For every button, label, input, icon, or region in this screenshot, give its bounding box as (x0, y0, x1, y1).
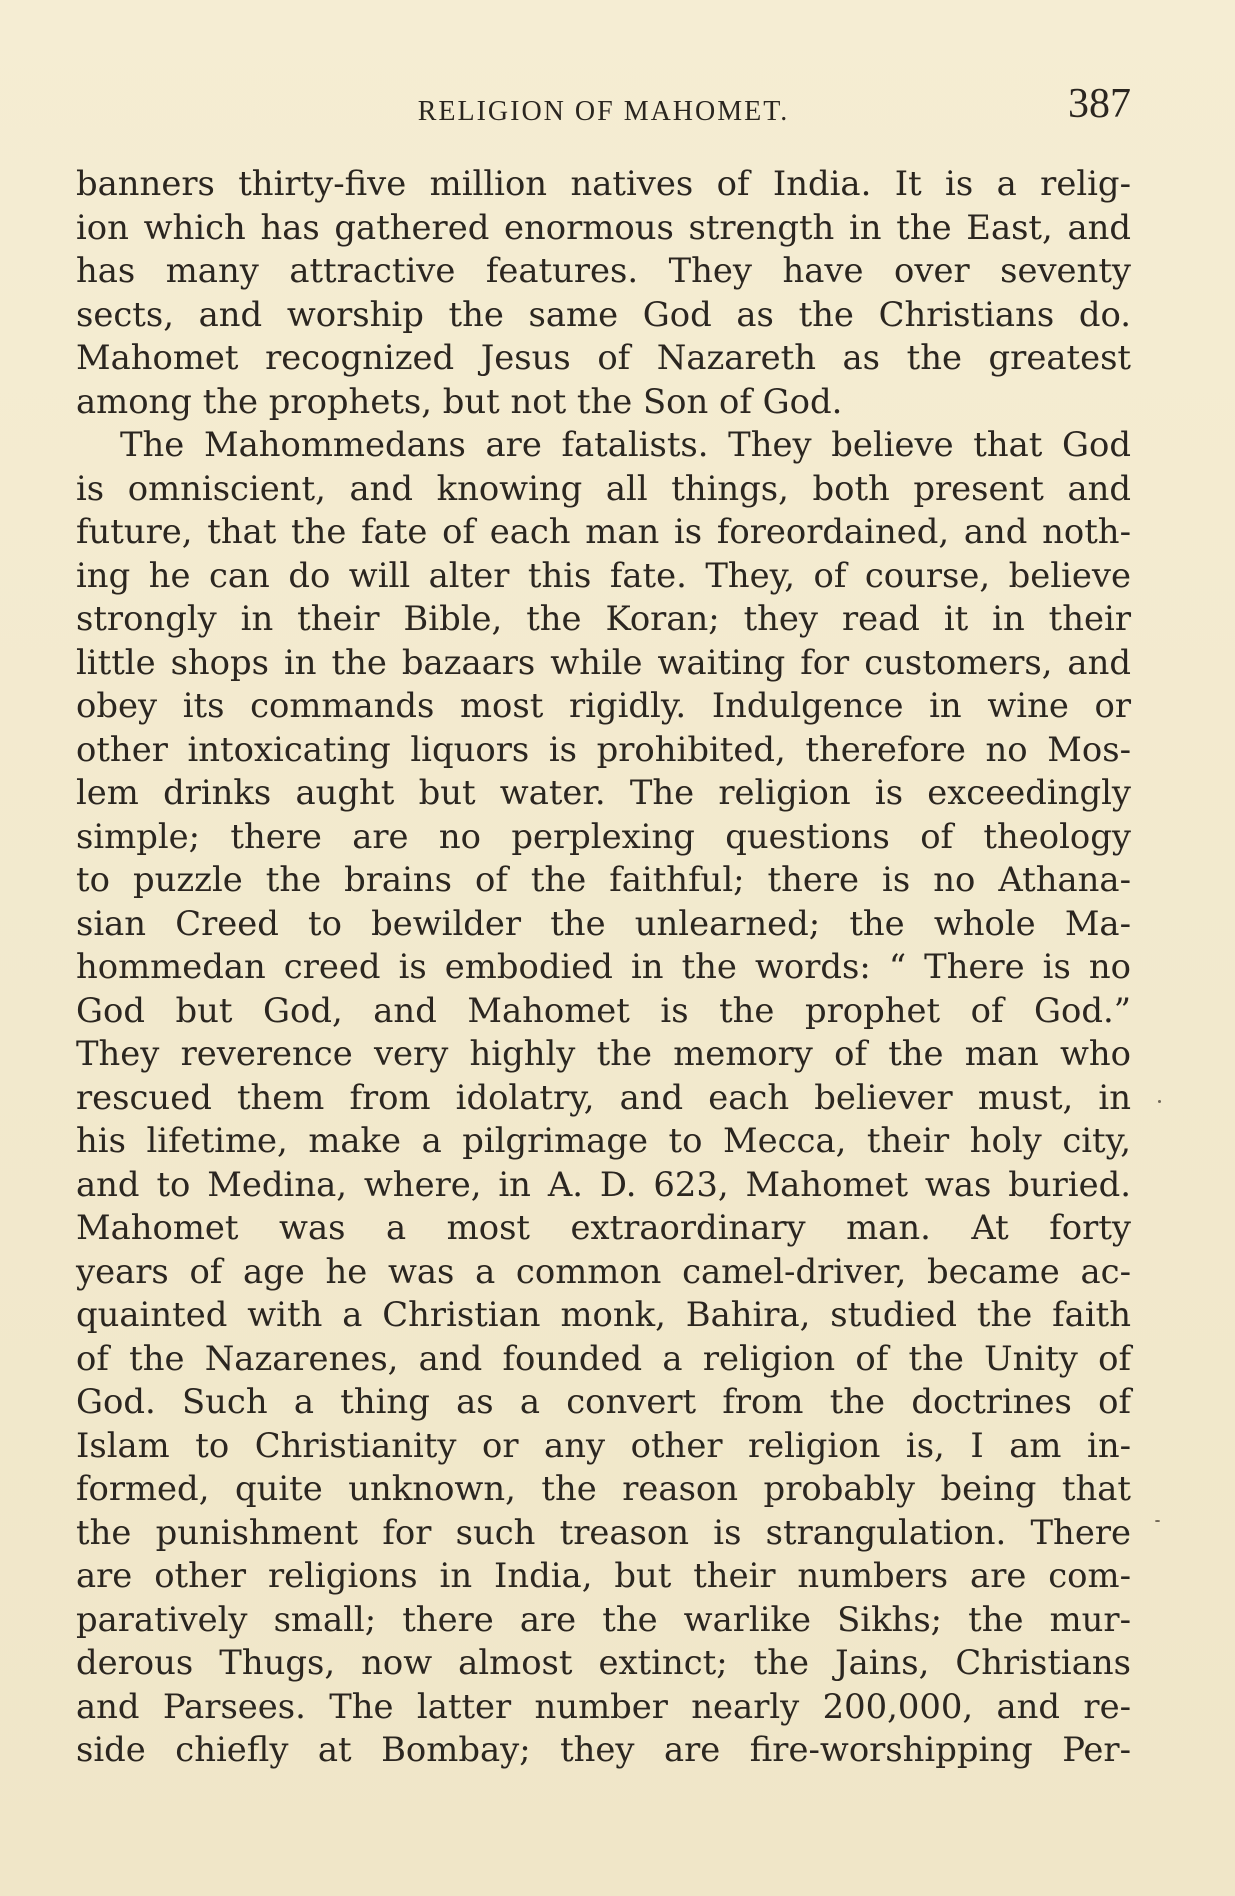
text-line: the punishment for such treason is strangulation. There (76, 1512, 1131, 1552)
margin-speck (1155, 1520, 1160, 1522)
page-number: 387 (1068, 81, 1131, 127)
text-line: are other religions in India, but their numbers are com- (76, 1556, 1131, 1595)
text-line: is omniscient, and knowing all things, both present and (76, 468, 1131, 508)
text-line: sects, and worship the same God as the Christians do. (76, 294, 1131, 334)
text-line: other intoxicating liquors is prohibited, therefore no Mos- (76, 729, 1131, 769)
running-title: RELIGION OF MAHOMET. (417, 96, 790, 127)
text-line: of the Nazarenes, and founded a religion of the Unity of (76, 1338, 1131, 1378)
text-line: They reverence very highly the memory of the man who (76, 1034, 1131, 1073)
text-line: rescued them from idolatry, and each believer must, in (76, 1077, 1131, 1117)
text-line: God. Such a thing as a convert from the doctrines of (76, 1382, 1131, 1421)
text-line: his lifetime, make a pilgrimage to Mecca, their holy city, (76, 1121, 1131, 1160)
text-line: has many attractive features. They have over seventy (76, 251, 1131, 290)
text-line: paratively small; there are the warlike Sikhs; the mur- (76, 1599, 1131, 1639)
text-line: simple; there are no perplexing questions of theology (76, 816, 1131, 856)
text-line: The Mahommedans are fatalists. They believe that God (120, 425, 1131, 464)
running-head (76, 78, 1131, 128)
text-line: formed, quite unknown, the reason probably being that (76, 1469, 1131, 1508)
text-line: quainted with a Christian monk, Bahira, studied the faith (76, 1295, 1131, 1334)
text-line: obey its commands most rigidly. Indulgence in wine or (76, 686, 1131, 725)
text-line: strongly in their Bible, the Koran; they read it in their (76, 599, 1131, 638)
margin-speck (1158, 1100, 1161, 1103)
body-text (76, 162, 1131, 1772)
text-line: side chiefly at Bombay; they are fire-worshipping Per- (76, 1730, 1131, 1769)
text-line: hommedan creed is embodied in the words: “ There is no (76, 947, 1131, 986)
text-line: ing he can do will alter this fate. They, of course, believe (76, 555, 1131, 595)
text-line: among the prophets, but not the Son of God. (76, 381, 843, 421)
text-line: future, that the fate of each man is foreordained, and noth- (76, 512, 1131, 551)
text-line: ion which has gathered enormous strength in the East, and (76, 207, 1131, 247)
text-line: years of age he was a common camel-driver, became ac- (76, 1251, 1131, 1291)
text-line: derous Thugs, now almost extinct; the Jains, Christians (76, 1643, 1131, 1682)
text-line: lem drinks aught but water. The religion is exceedingly (76, 773, 1131, 812)
text-line: Islam to Christianity or any other religion is, I am in- (76, 1425, 1131, 1465)
text-line: and Parsees. The latter number nearly 200,000, and re- (76, 1686, 1131, 1726)
text-line: Mahomet recognized Jesus of Nazareth as the greatest (76, 338, 1131, 377)
text-line: to puzzle the brains of the faithful; there is no Athana- (76, 860, 1131, 899)
text-line: sian Creed to bewilder the unlearned; the whole Ma- (76, 903, 1131, 943)
text-line: God but God, and Mahomet is the prophet of God.” (76, 990, 1131, 1030)
text-line: banners thirty-five million natives of India. It is a relig- (76, 164, 1131, 203)
text-line: and to Medina, where, in A. D. 623, Mahomet was buried. (76, 1164, 1131, 1204)
text-line: little shops in the bazaars while waiting for customers, and (76, 642, 1131, 682)
text-line: Mahomet was a most extraordinary man. At forty (76, 1208, 1131, 1247)
